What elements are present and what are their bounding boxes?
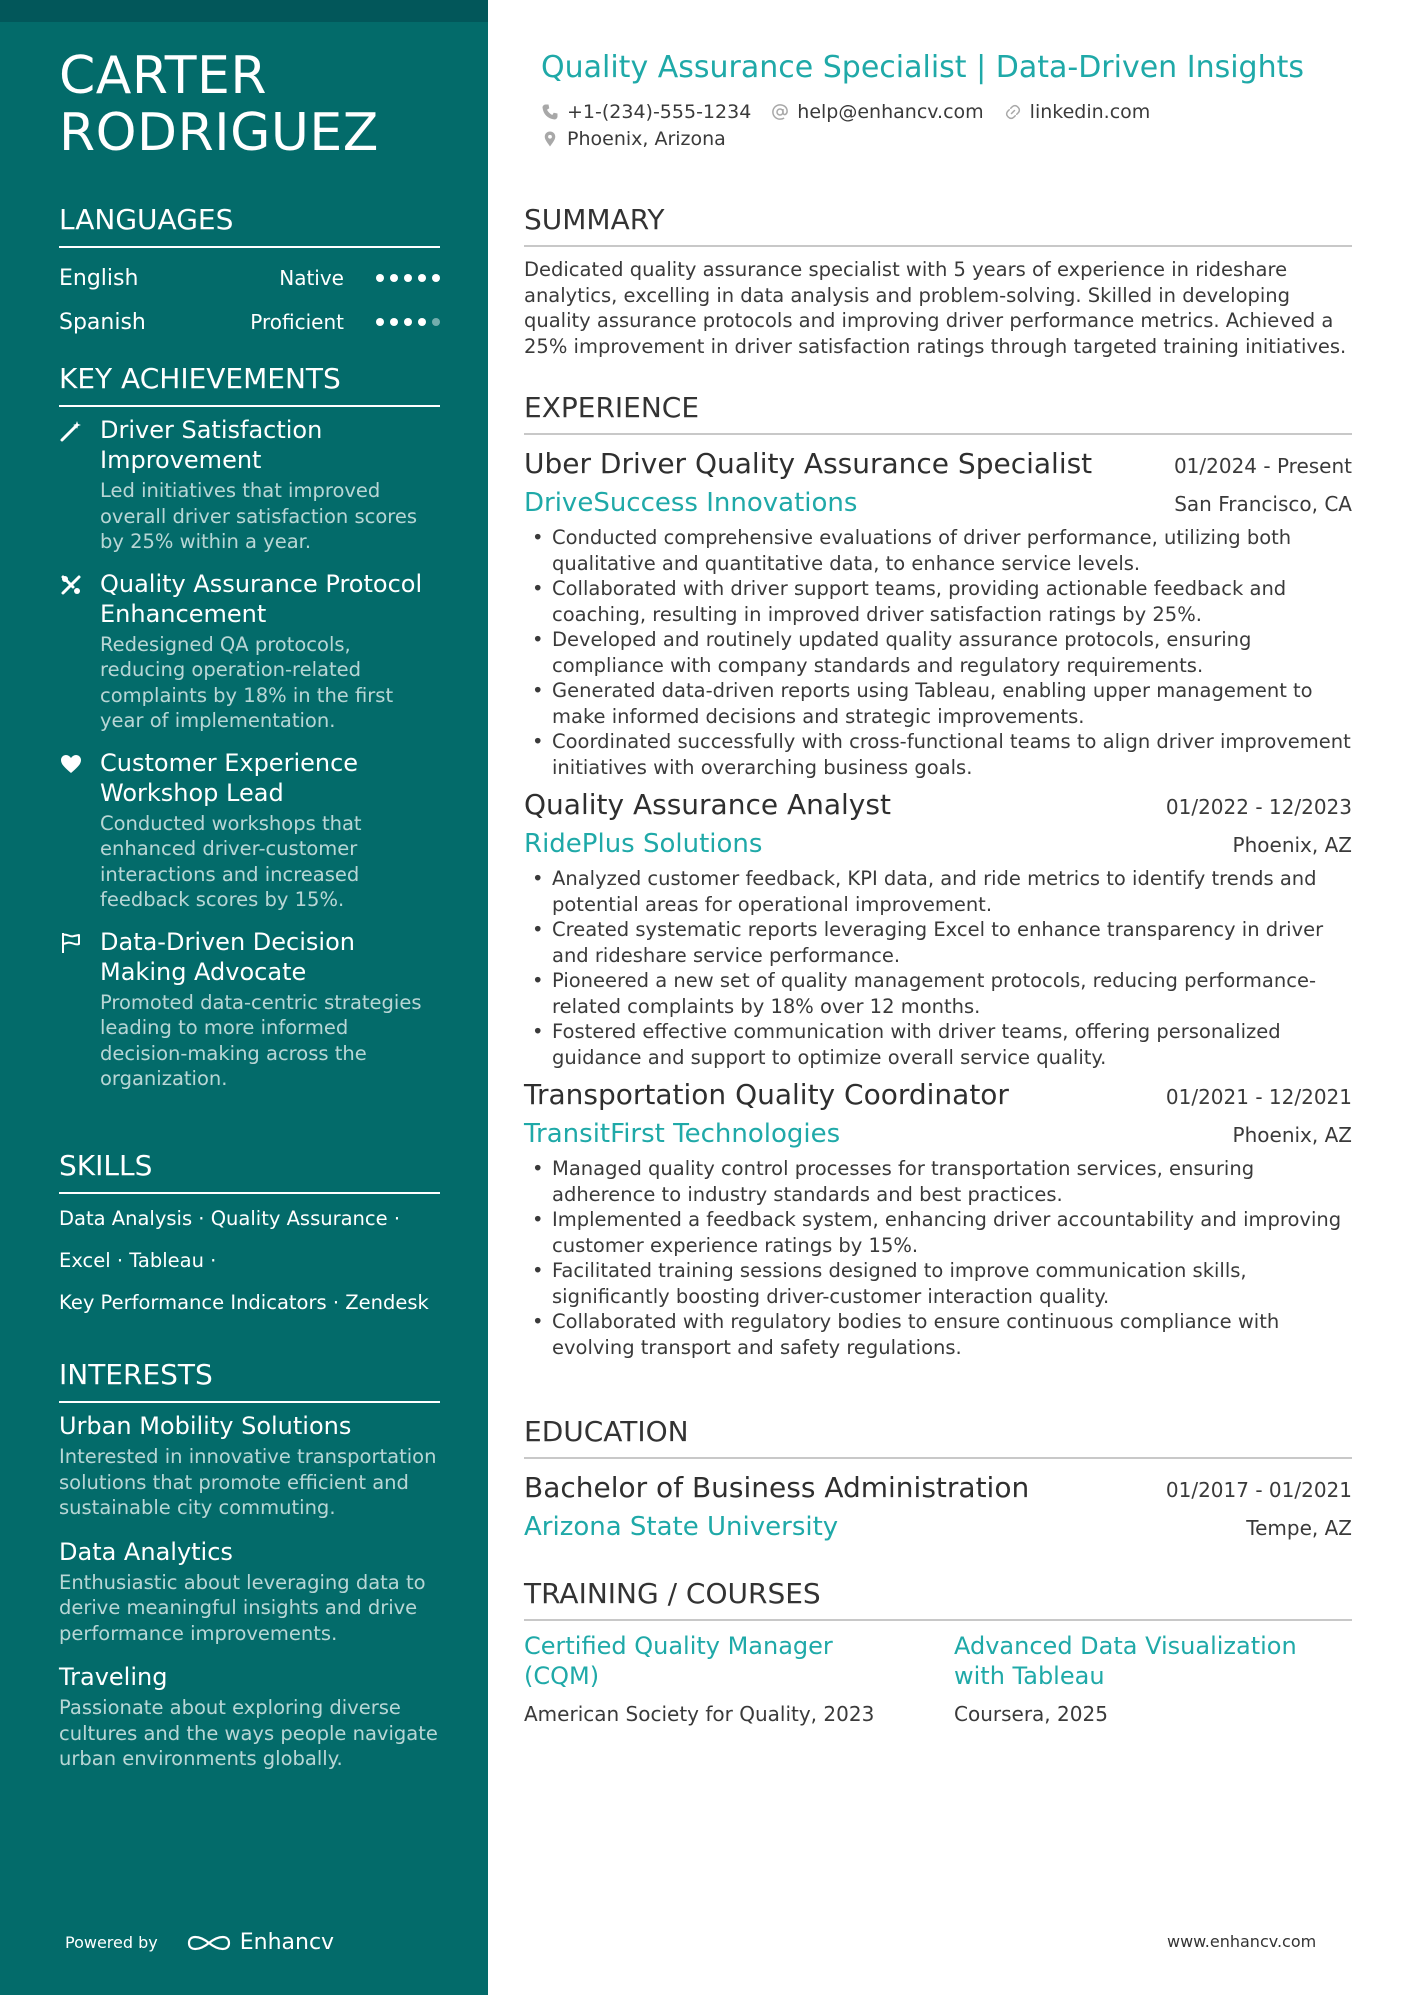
first-name: CARTER xyxy=(59,46,267,106)
experience-section xyxy=(524,390,1352,1366)
job-entry xyxy=(524,786,1352,1070)
candidate-name xyxy=(59,48,379,162)
job-subheader xyxy=(524,826,1352,862)
achievement-desc: Promoted data-centric strategies leading to more informed decision-making across the organization. xyxy=(100,990,422,1090)
job-title: Uber Driver Quality Assurance Specialist xyxy=(524,447,1093,480)
dot-filled xyxy=(390,274,398,282)
powered-by xyxy=(65,1930,334,1955)
dot-filled xyxy=(376,318,384,326)
magic-wand-icon xyxy=(59,419,83,443)
contact-row xyxy=(541,98,1341,125)
interest-desc: Passionate about exploring diverse cultures and the ways people navigate urban environments globally. xyxy=(59,1696,438,1770)
dot-filled xyxy=(418,274,426,282)
dot-empty xyxy=(432,318,440,326)
training-section xyxy=(524,1576,1352,1727)
flag-icon xyxy=(59,931,83,955)
enhancv-logo-icon xyxy=(186,1931,232,1955)
job-entry xyxy=(524,1076,1352,1360)
job-bullet: • Created systematic reports leveraging Excel to enhance transparency in driver and rideshare service performance. xyxy=(524,917,1352,968)
achievement-title: Driver Satisfaction Improvement xyxy=(100,416,323,474)
job-bullet: • Generated data-driven reports using Tableau, enabling upper management to make informed decisions and strategic improvements. xyxy=(524,678,1352,729)
location-text: Phoenix, Arizona xyxy=(567,127,726,150)
job-header xyxy=(524,1076,1352,1114)
location-pin-icon xyxy=(541,130,559,148)
job-bullet: • Pioneered a new set of quality management protocols, reducing performance-related complaints by 18% over 12 months. xyxy=(524,968,1352,1019)
contact-row xyxy=(541,125,1341,152)
job-dates: 01/2021 - 12/2021 xyxy=(1165,1085,1352,1109)
job-subheader xyxy=(524,1116,1352,1152)
job-bullet: • Managed quality control processes for transportation services, ensuring adherence to industry standards and best practices. xyxy=(524,1156,1352,1207)
job-location: Phoenix, AZ xyxy=(1232,833,1352,857)
linkedin-text: linkedin.com xyxy=(1029,100,1151,123)
achievement-item xyxy=(59,927,440,1092)
achievement-desc: Redesigned QA protocols, reducing operation-related complaints by 18% in the first year of implementation. xyxy=(100,632,394,732)
dot-filled xyxy=(418,318,426,326)
education-subheader xyxy=(524,1509,1352,1545)
job-bullet: • Analyzed customer feedback, KPI data, and ride metrics to identify trends and potential areas for operational improvement. xyxy=(524,866,1352,917)
dot-filled xyxy=(390,318,398,326)
heart-icon xyxy=(59,752,83,776)
dot-filled xyxy=(376,274,384,282)
course-provider: American Society for Quality, 2023 xyxy=(524,1702,875,1726)
school: Arizona State University xyxy=(524,1512,839,1542)
last-name: RODRIGUEZ xyxy=(59,103,379,163)
job-bullet: • Fostered effective communication with driver teams, offering personalized guidance and support to optimize overall service quality. xyxy=(524,1019,1352,1070)
interest-title: Traveling xyxy=(59,1663,168,1691)
summary-heading: SUMMARY xyxy=(524,202,1352,247)
enhancv-logo[interactable] xyxy=(186,1930,334,1955)
job-location: San Francisco, CA xyxy=(1174,492,1352,516)
phone-icon xyxy=(541,103,559,121)
tools-icon xyxy=(59,573,83,597)
job-bullets xyxy=(524,525,1352,780)
achievement-title: Customer Experience Workshop Lead xyxy=(100,748,359,807)
job-subheader xyxy=(524,485,1352,521)
education-heading: EDUCATION xyxy=(524,1414,1352,1459)
course-title: Advanced Data Visualization with Tableau xyxy=(954,1632,1297,1690)
interest-desc: Interested in innovative transportation solutions that promote efficient and sustainable city commuting. xyxy=(59,1445,437,1519)
course-item xyxy=(524,1631,900,1727)
job-bullet: • Implemented a feedback system, enhancing driver accountability and improving customer experience ratings by 15%. xyxy=(524,1207,1352,1258)
job-header xyxy=(524,445,1352,483)
job-title: Quality Assurance Analyst xyxy=(524,788,891,821)
skills-section xyxy=(59,1148,440,1328)
degree: Bachelor of Business Administration xyxy=(524,1471,1030,1504)
summary-text: Dedicated quality assurance specialist with 5 years of experience in rideshare analytics, excelling in data analysis and problem-solving. Skilled in developing quality assurance protocols and improving driver performance metrics. Achieved a 25% improvement in driver satisfaction ratings through targeted training initiatives. xyxy=(524,258,1347,358)
at-icon xyxy=(771,103,789,121)
language-name: Spanish xyxy=(59,309,146,335)
job-title: Transportation Quality Coordinator xyxy=(524,1078,1009,1111)
course-title: Certified Quality Manager (CQM) xyxy=(524,1632,833,1690)
language-level: Native xyxy=(279,266,344,290)
summary-section xyxy=(524,202,1352,359)
training-heading: TRAINING / COURSES xyxy=(524,1576,1352,1621)
skill-line: Excel · Tableau · xyxy=(59,1249,217,1272)
email-text: help@enhancv.com xyxy=(797,100,984,123)
website-link[interactable]: www.enhancv.com xyxy=(1167,1932,1317,1951)
experience-heading: EXPERIENCE xyxy=(524,390,1352,435)
job-bullet: • Conducted comprehensive evaluations of driver performance, utilizing both qualitative and quantitative data, to enhance service levels. xyxy=(524,525,1352,576)
skill-line: Data Analysis · Quality Assurance · xyxy=(59,1207,401,1230)
job-bullets xyxy=(524,1156,1352,1360)
course-provider: Coursera, 2025 xyxy=(954,1702,1108,1726)
interest-title: Data Analytics xyxy=(59,1537,233,1566)
job-bullet: • Coordinated successfully with cross-functional teams to align driver improvement initiatives with overarching business goals. xyxy=(524,729,1352,780)
dot-filled xyxy=(404,318,412,326)
job-company: TransitFirst Technologies xyxy=(524,1119,841,1149)
interest-desc: Enthusiastic about leveraging data to derive meaningful insights and drive performance improvements. xyxy=(59,1570,426,1645)
job-company: DriveSuccess Innovations xyxy=(524,488,858,518)
link-icon xyxy=(1004,103,1022,121)
job-entry xyxy=(524,445,1352,780)
language-level: Proficient xyxy=(250,310,344,334)
achievement-desc: Led initiatives that improved overall driver satisfaction scores by 25% within a year. xyxy=(100,479,418,553)
sidebar-top-bar xyxy=(0,0,488,22)
achievement-title: Quality Assurance Protocol Enhancement xyxy=(100,569,423,628)
location xyxy=(541,128,726,150)
enhancv-brand: Enhancv xyxy=(239,1930,335,1955)
language-name: English xyxy=(59,265,139,291)
sidebar xyxy=(0,0,488,1995)
education-header xyxy=(524,1469,1352,1507)
proficiency-dots xyxy=(376,318,440,326)
achievement-desc: Conducted workshops that enhanced driver-customer interactions and increased feedback scores by 15%. xyxy=(100,811,362,911)
achievement-item xyxy=(59,415,440,555)
job-bullet: • Developed and routinely updated quality assurance protocols, ensuring compliance with company standards and regulatory requirements. xyxy=(524,627,1352,678)
education-section xyxy=(524,1414,1352,1545)
headline: Quality Assurance Specialist | Data-Driven Insights xyxy=(541,50,1305,85)
contact-info xyxy=(541,98,1341,152)
education-location: Tempe, AZ xyxy=(1246,1516,1352,1540)
job-bullet: • Collaborated with driver support teams, providing actionable feedback and coaching, resulting in improved driver satisfaction ratings by 25%. xyxy=(524,576,1352,627)
linkedin[interactable] xyxy=(1004,101,1151,123)
achievement-title: Data-Driven Decision Making Advocate xyxy=(100,927,355,986)
achievements-heading: KEY ACHIEVEMENTS xyxy=(59,361,440,407)
job-bullet: • Collaborated with regulatory bodies to ensure continuous compliance with evolving transport and safety regulations. xyxy=(524,1309,1352,1360)
job-dates: 01/2024 - Present xyxy=(1173,454,1352,478)
course-list xyxy=(524,1631,1352,1727)
achievement-item xyxy=(59,569,440,734)
skills-heading: SKILLS xyxy=(59,1148,440,1194)
job-dates: 01/2022 - 12/2023 xyxy=(1165,795,1352,819)
skill-line: Key Performance Indicators · Zendesk xyxy=(59,1291,429,1314)
languages-section xyxy=(59,202,440,344)
achievements-section xyxy=(59,361,440,1106)
language-row xyxy=(59,256,440,300)
dot-filled xyxy=(432,274,440,282)
proficiency-dots xyxy=(376,274,440,282)
education-dates: 01/2017 - 01/2021 xyxy=(1165,1478,1352,1502)
interests-section xyxy=(59,1357,440,1788)
course-item xyxy=(954,1631,1330,1727)
phone-text: +1-(234)-555-1234 xyxy=(567,100,752,123)
job-company: RidePlus Solutions xyxy=(524,829,763,859)
phone[interactable] xyxy=(541,101,751,123)
achievement-item xyxy=(59,748,440,913)
job-bullets xyxy=(524,866,1352,1070)
languages-heading: LANGUAGES xyxy=(59,202,440,248)
job-bullet: • Facilitated training sessions designed to improve communication skills, significantly boosting driver-customer interaction quality. xyxy=(524,1258,1352,1309)
job-header xyxy=(524,786,1352,824)
job-location: Phoenix, AZ xyxy=(1232,1123,1352,1147)
interest-title: Urban Mobility Solutions xyxy=(59,1412,352,1440)
dot-filled xyxy=(404,274,412,282)
email[interactable] xyxy=(771,101,983,123)
powered-by-label: Powered by xyxy=(65,1933,158,1952)
language-row xyxy=(59,300,440,344)
interests-heading: INTERESTS xyxy=(59,1357,440,1403)
